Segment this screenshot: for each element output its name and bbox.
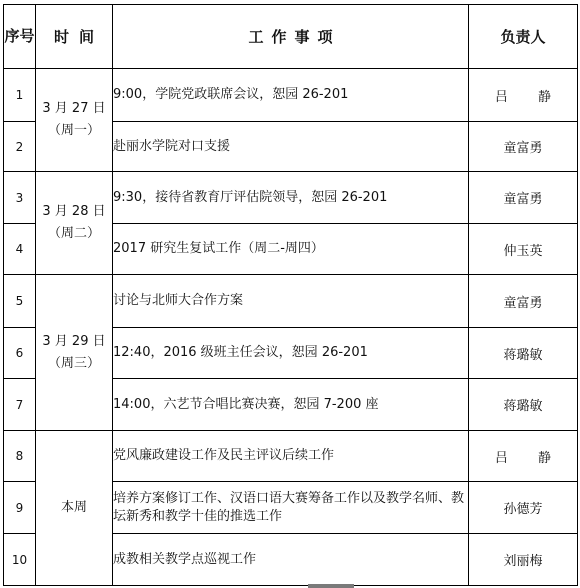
owner-cell: 童富勇: [469, 275, 578, 328]
table-row: [4, 69, 578, 122]
row-number: 3: [4, 172, 36, 224]
row-number: 7: [4, 379, 36, 431]
header-row: [4, 5, 578, 69]
date-cell: [36, 431, 113, 586]
owner-cell: 蒋璐敏: [469, 379, 578, 431]
task-cell: 9:00，学院党政联席会议，恕园 26-201: [113, 69, 469, 122]
task-cell: 9:30，接待省教育厅评估院领导，恕园 26-201: [113, 172, 469, 224]
scroll-indicator: [308, 584, 354, 588]
period-label: 本周: [60, 500, 87, 515]
row-number: 1: [4, 69, 36, 122]
task-cell: 12:40，2016 级班主任会议，恕园 26-201: [113, 328, 469, 379]
date-cell: [36, 172, 113, 275]
owner-cell: 刘丽梅: [469, 534, 578, 586]
table-row: [4, 275, 578, 328]
date-label: 3 月 27 日: [42, 101, 106, 116]
row-number: 5: [4, 275, 36, 328]
date-cell: [36, 275, 113, 431]
owner-cell: 童富勇: [469, 122, 578, 172]
row-number: 2: [4, 122, 36, 172]
table-row: [4, 431, 578, 482]
task-cell: 赴丽水学院对口支援: [113, 122, 469, 172]
row-number: 10: [4, 534, 36, 586]
owner-cell: 吕 静: [469, 69, 578, 122]
schedule-table: [3, 4, 578, 586]
task-cell: 2017 研究生复试工作（周二-周四）: [113, 224, 469, 275]
task-cell: 培养方案修订工作、汉语口语大赛筹备工作以及教学名师、教坛新秀和教学十佳的推选工作: [113, 482, 469, 534]
weekday-label: （周二）: [47, 226, 100, 241]
header-task: 工作事项: [113, 5, 469, 69]
weekday-label: （周一）: [47, 123, 100, 138]
owner-cell: 仲玉英: [469, 224, 578, 275]
weekday-label: （周三）: [47, 355, 100, 371]
task-cell: 党风廉政建设工作及民主评议后续工作: [113, 431, 469, 482]
owner-cell: 吕 静: [469, 431, 578, 482]
row-number: 9: [4, 482, 36, 534]
owner-cell: 孙德芳: [469, 482, 578, 534]
date-cell: [36, 69, 113, 172]
row-number: 8: [4, 431, 36, 482]
task-cell: 讨论与北师大合作方案: [113, 275, 469, 328]
task-cell: 14:00，六艺节合唱比赛决赛，恕园 7-200 座: [113, 379, 469, 431]
row-number: 6: [4, 328, 36, 379]
header-no: 序号: [4, 5, 36, 69]
task-cell: 成教相关教学点巡视工作: [113, 534, 469, 586]
header-time: 时间: [36, 5, 113, 69]
row-number: 4: [4, 224, 36, 275]
table-row: [4, 172, 578, 224]
date-label: 3 月 29 日: [42, 333, 106, 349]
owner-cell: 蒋璐敏: [469, 328, 578, 379]
owner-cell: 童富勇: [469, 172, 578, 224]
date-label: 3 月 28 日: [42, 204, 106, 219]
header-owner: 负责人: [469, 5, 578, 69]
